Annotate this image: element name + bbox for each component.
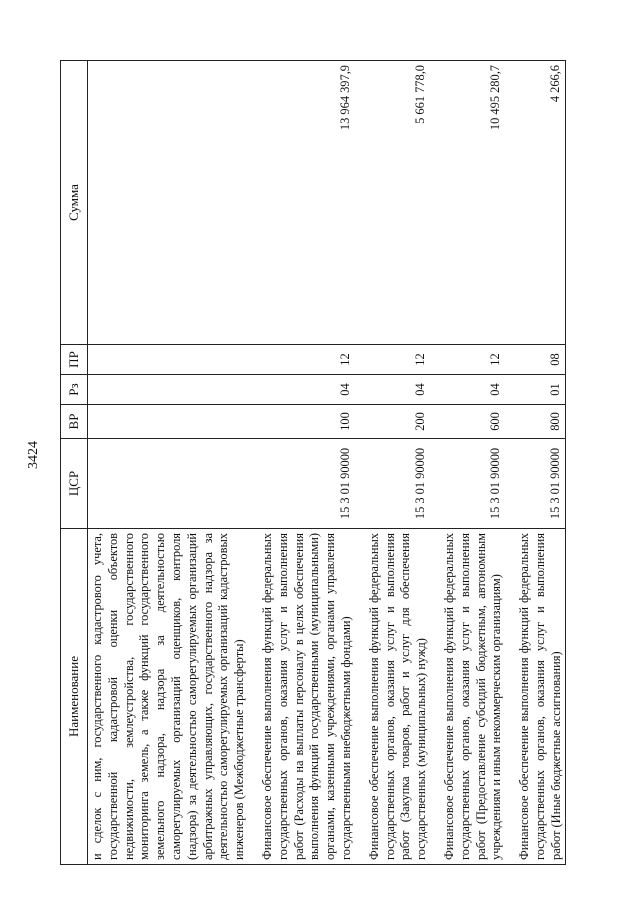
row-pr — [88, 345, 248, 375]
row-name: Финансовое обеспечение выполнения функций федеральных государственных органов, оказания услуг и выполнения работ (Расходы на выплаты персоналу в целях обеспечения выполнения функций государственными (муниципальными) органами, казенными учреждениями, органами управления государственными внебюджетными фондами) — [248, 529, 355, 865]
table-row — [248, 61, 355, 865]
row-csr — [88, 439, 248, 529]
row-pr: 08 — [505, 345, 565, 375]
table-row — [430, 61, 505, 865]
row-pr: 12 — [430, 345, 505, 375]
table-row — [355, 61, 430, 865]
row-sum: 4 266,6 — [505, 61, 565, 345]
header-sum: Сумма — [61, 61, 88, 345]
table-row — [505, 61, 565, 865]
row-vr: 600 — [430, 405, 505, 439]
row-csr: 15 3 01 90000 — [355, 439, 430, 529]
header-rz: Рз — [61, 375, 88, 405]
header-pr: ПР — [61, 345, 88, 375]
row-vr — [88, 405, 248, 439]
row-sum: 5 661 778,0 — [355, 61, 430, 345]
row-name: Финансовое обеспечение выполнения функций федеральных государственных органов, оказания услуг и выполнения работ (Предоставление субсидий бюджетным, автономным учреждениям и иным некоммерческим организациям) — [430, 529, 505, 865]
row-rz: 04 — [355, 375, 430, 405]
row-rz: 01 — [505, 375, 565, 405]
row-rz: 04 — [430, 375, 505, 405]
row-rz: 04 — [248, 375, 355, 405]
row-pr: 12 — [355, 345, 430, 375]
row-vr: 800 — [505, 405, 565, 439]
header-name: Наименование — [61, 529, 88, 865]
row-rz — [88, 375, 248, 405]
row-sum — [88, 61, 248, 345]
row-vr: 200 — [355, 405, 430, 439]
row-sum: 10 495 280,7 — [430, 61, 505, 345]
header-csr: ЦСР — [61, 439, 88, 529]
page-number: 3424 — [26, 441, 41, 469]
row-csr: 15 3 01 90000 — [248, 439, 355, 529]
row-pr: 12 — [248, 345, 355, 375]
budget-table — [60, 60, 566, 865]
row-vr: 100 — [248, 405, 355, 439]
row-name: Финансовое обеспечение выполнения функций федеральных государственных органов, оказания услуг и выполнения работ (Иные бюджетные ассигнования) — [505, 529, 565, 865]
table-row — [88, 61, 248, 865]
row-csr: 15 3 01 90000 — [505, 439, 565, 529]
row-name: и сделок с ним, государственного кадастрового учета, государственной кадастровой оценки объектов недвижимости, землеустройства, государственного мониторинга земель, а также функций государственного земельного надзора, надзора за деятельностью саморегулируемых организаций оценщиков, контроля (надзора) за деятельностью саморегулируемых организаций арбитражных управляющих, государственного надзора за деятельностью саморегулируемых организаций кадастровых инженеров (Межбюджетные трансферты) — [88, 529, 248, 865]
header-vr: ВР — [61, 405, 88, 439]
table-header-row — [61, 61, 88, 865]
row-csr: 15 3 01 90000 — [430, 439, 505, 529]
row-name: Финансовое обеспечение выполнения функций федеральных государственных органов, оказания услуг и выполнения работ (Закупка товаров, работ и услуг для обеспечения государственных (муниципальных) нужд) — [355, 529, 430, 865]
row-sum: 13 964 397,9 — [248, 61, 355, 345]
